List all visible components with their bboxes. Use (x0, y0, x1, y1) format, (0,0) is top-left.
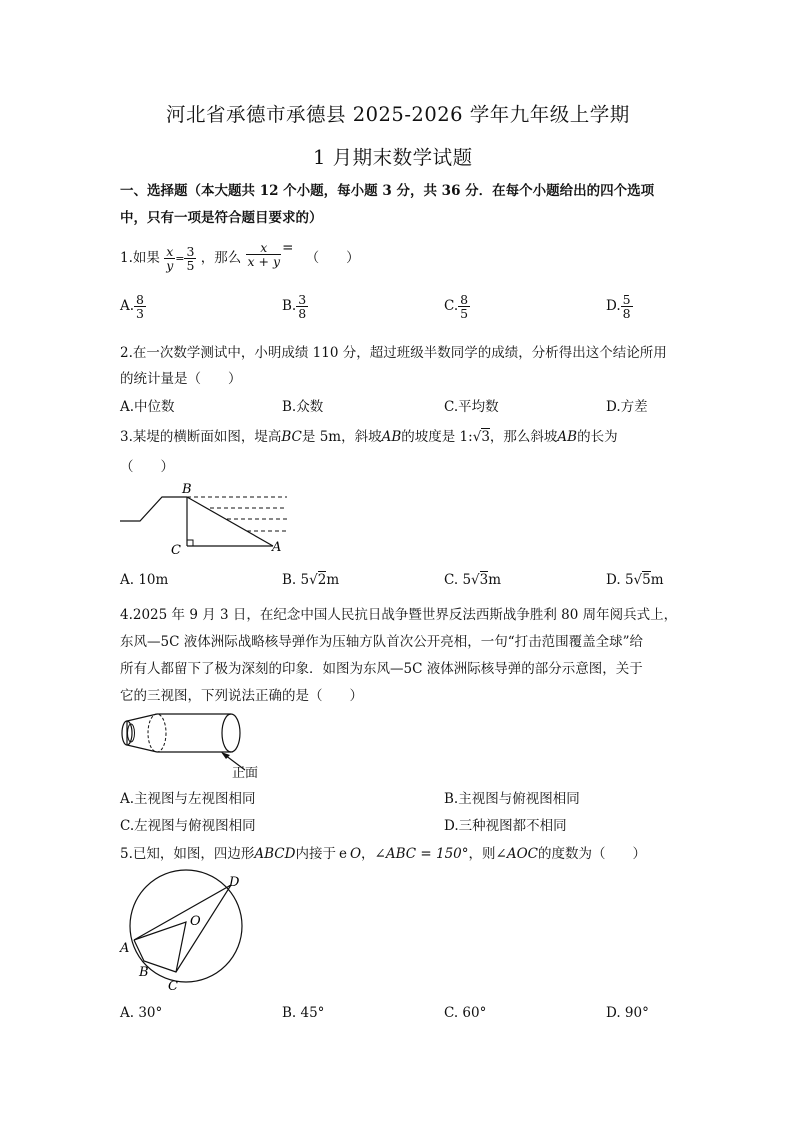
q3-option-c-letter: C. (444, 572, 459, 588)
q3-option-d-unit: m (650, 572, 664, 588)
question-1 (120, 240, 360, 272)
q5-text-mid-2: ， (361, 846, 375, 862)
q2-line-2: 的统计量是（ ） (120, 371, 242, 387)
q4-option-b: B.主视图与俯视图相同 (444, 791, 580, 807)
q5-label-b: B (139, 965, 149, 980)
q5-label-a: A (120, 941, 130, 956)
q3-line-1 (120, 425, 618, 445)
q3-option-b-letter: B. (282, 572, 297, 588)
q5-option-c: C. 60° (444, 1005, 487, 1021)
q1-option-c-num: 8 (460, 292, 469, 307)
q3-option-d-rad: 5 (642, 572, 651, 588)
q1-option-b-frac (296, 293, 308, 320)
q5-label-c: C (168, 979, 178, 994)
q1-option-c (444, 293, 470, 320)
section-heading-line-1: 一、选择题（本大题共 12 个小题，每小题 3 分，共 36 分．在每个小题给出的四个选项 (120, 183, 655, 199)
q1-option-b-num: 3 (298, 292, 307, 307)
q5-label-d: D (229, 875, 240, 890)
q1-option-b-den: 8 (298, 306, 307, 321)
q4-line-1: 4.2025 年 9 月 3 日，在纪念中国人民抗日战争暨世界反法西斯战争胜利 80 周年阅兵式上， (120, 607, 678, 623)
q3-bc: BC (281, 429, 302, 445)
q1-option-a-frac (134, 293, 146, 320)
q3-dam-back-slope (120, 497, 187, 521)
q5-o: O (349, 846, 362, 862)
q3-option-c (444, 572, 501, 588)
q1-given-value-den: 5 (186, 258, 195, 273)
q4-front-label: 正面 (232, 766, 259, 781)
q1-option-c-letter: C. (444, 298, 459, 314)
q1-ask-eq: = (282, 240, 294, 256)
q3-sqrt-value: 3 (481, 429, 490, 445)
q3-text-b: 是 5m，斜坡 (301, 429, 382, 445)
q1-option-d-num: 5 (622, 292, 631, 307)
q1-option-d-letter: D. (606, 298, 621, 314)
sqrt-icon: √ (309, 572, 318, 588)
q1-given-value (184, 245, 196, 272)
q4-line-2: 东风—5C 液体洲际战略核导弹作为压轴方队首次公开亮相，一句“打击范围覆盖全球”给 (120, 634, 644, 650)
q3-option-c-coef: 5 (462, 572, 472, 588)
q5-quadrilateral-abcd (134, 885, 231, 972)
q1-option-d-frac (621, 293, 633, 320)
sqrt-icon: √ (633, 572, 643, 588)
q4-cylinder-front-end (222, 714, 240, 752)
q3-option-d-coef: 5 (624, 572, 634, 588)
q3-option-a-value: 10m (138, 572, 169, 588)
title-line-2: 1 月期末数学试题 (313, 146, 473, 169)
q5-option-a: A. 30° (120, 1005, 163, 1021)
q3-text-c: 的坡度是 1: (401, 429, 473, 445)
q5-abcd: ABCD (254, 846, 296, 862)
q1-given-num: x (166, 244, 174, 259)
q5-label-o: O (190, 914, 201, 929)
q3-option-c-rad: 3 (479, 572, 489, 588)
q4-option-a: A.主视图与左视图相同 (120, 791, 256, 807)
q1-answer-blank: （ ） (305, 250, 360, 266)
q2-option-c: C.平均数 (444, 399, 499, 415)
q1-given-fraction (164, 245, 175, 272)
q3-text-a: 3.某堤的横断面如图，堤高 (120, 429, 282, 445)
sqrt-icon: √ (472, 429, 482, 445)
q5-line-1 (120, 842, 646, 862)
q5-option-d: D. 90° (606, 1005, 649, 1021)
q1-ask-fraction (246, 241, 283, 268)
q3-option-d (606, 572, 664, 588)
q1-option-a-num: 8 (136, 292, 144, 307)
title-line-1: 河北省承德市承德县 2025-2026 学年九年级上学期 (166, 103, 630, 126)
q3-text-e: 的长为 (577, 429, 618, 445)
q1-option-b-letter: B. (282, 298, 297, 314)
q4-line-3: 所有人都留下了极为深刻的印象．如图为东风—5C 液体洲际核导弹的部分示意图，关于 (120, 661, 643, 677)
q1-given-den: y (166, 258, 174, 273)
q3-option-a-letter: A. (120, 572, 135, 588)
q1-option-b (282, 293, 308, 320)
q1-given-value-num: 3 (186, 244, 195, 259)
sqrt-icon: √ (471, 572, 480, 588)
q5-text-post: 的度数为（ ） (538, 846, 646, 862)
q3-option-d-letter: D. (606, 572, 621, 588)
q1-mid: ，那么 (200, 250, 242, 266)
q1-option-a (120, 293, 146, 320)
q2-option-a: A.中位数 (120, 399, 175, 415)
q1-prefix: 1.如果 (120, 250, 160, 266)
q3-right-angle-mark (187, 540, 193, 546)
q3-option-b-rad: 2 (317, 572, 327, 588)
q3-line-2: （ ） (120, 459, 174, 475)
q5-text-mid-1: 内接于 (295, 846, 336, 862)
q5-option-b: B. 45° (282, 1005, 325, 1021)
q3-option-c-unit: m (488, 572, 502, 588)
q3-ab-2: AB (557, 429, 578, 445)
q4-option-d: D.三种视图都不相同 (444, 818, 567, 834)
q5-angle-aoc: ∠AOC (495, 846, 538, 862)
q3-label-b: B (182, 482, 192, 497)
q3-label-a: A (272, 540, 282, 555)
q1-option-c-den: 5 (460, 306, 469, 321)
q2-option-d: D.方差 (606, 399, 648, 415)
q4-cylinder-hidden-end (148, 714, 166, 752)
q1-eq: = (175, 252, 185, 265)
q1-option-d (606, 293, 633, 320)
q5-circle-symbol: e (338, 846, 347, 862)
q3-slope-ab (187, 497, 273, 546)
q1-ask-num: x (246, 241, 281, 255)
q5-text-pre: 5.已知，如图，四边形 (120, 846, 255, 862)
q1-option-a-letter: A. (120, 298, 135, 314)
q1-option-a-den: 3 (136, 306, 144, 321)
q3-label-c: C (171, 543, 181, 558)
q3-text-d: ，那么斜坡 (489, 429, 558, 445)
q3-dam-figure (115, 478, 300, 558)
q5-angle-abc: ∠ABC = 150° (374, 846, 469, 862)
q3-ab: AB (381, 429, 402, 445)
q1-option-d-den: 8 (622, 306, 631, 321)
q5-text-mid-3: ，则 (468, 846, 496, 862)
q5-circle-figure (112, 868, 252, 996)
q4-option-c: C.左视图与俯视图相同 (120, 818, 256, 834)
q3-option-b-unit: m (326, 572, 340, 588)
q3-option-b (282, 572, 339, 588)
q3-option-b-coef: 5 (300, 572, 310, 588)
q4-line-4: 它的三视图，下列说法正确的是（ ） (120, 688, 363, 704)
q1-ask-den: x + y (247, 254, 281, 269)
section-heading-line-2: 中，只有一项是符合题目要求的） (120, 210, 323, 226)
q2-option-b: B.众数 (282, 399, 324, 415)
q2-line-1: 2.在一次数学测试中，小明成绩 110 分，超过班级半数同学的成绩，分析得出这个结论所用 (120, 345, 667, 361)
q3-option-a (120, 572, 168, 588)
q1-option-c-frac (458, 293, 470, 320)
